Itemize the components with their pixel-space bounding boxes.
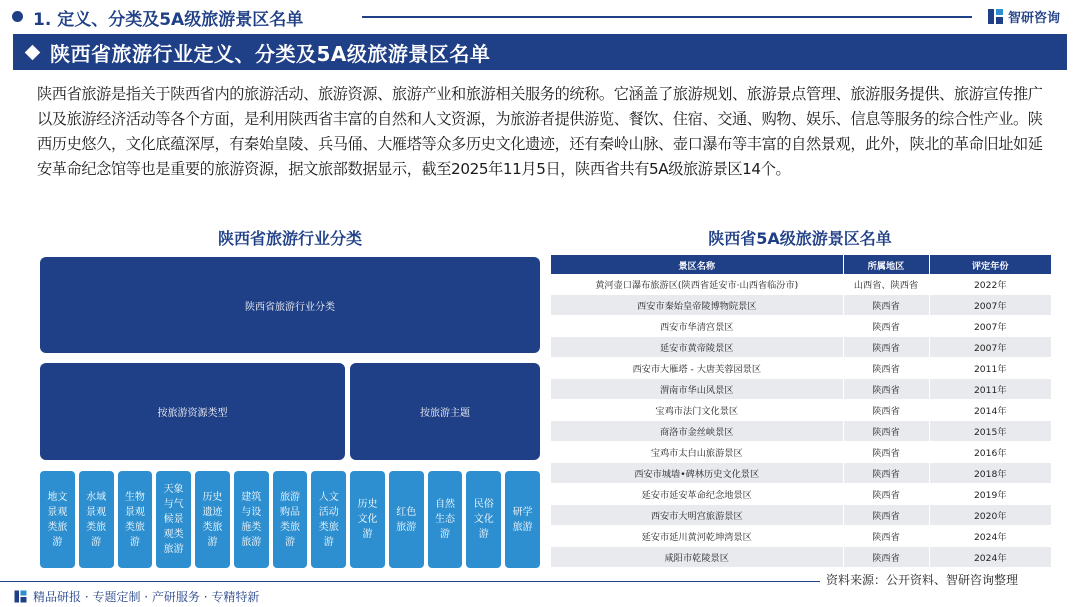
column-header-year: 评定年份 bbox=[929, 255, 1051, 274]
table-row bbox=[551, 274, 1051, 295]
scenic-region: 陕西省 bbox=[843, 547, 929, 568]
scenic-region: 山西省、陕西省 bbox=[843, 274, 929, 295]
table-row bbox=[551, 358, 1051, 379]
title-bar bbox=[13, 34, 1067, 70]
table-row bbox=[551, 400, 1051, 421]
leaf-cultural-activity-tourism: 人文活动类旅游 bbox=[311, 471, 346, 568]
scenic-year: 2007年 bbox=[929, 295, 1051, 316]
scenic-name: 渭南市华山风景区 bbox=[551, 379, 843, 400]
scenic-name: 延安市延川黄河乾坤湾景区 bbox=[551, 526, 843, 547]
leaf-shopping-tourism: 旅游购品类旅游 bbox=[273, 471, 308, 568]
category-theme: 按旅游主题 bbox=[350, 363, 540, 460]
scenic-year: 2015年 bbox=[929, 421, 1051, 442]
scenic-name: 咸阳市乾陵景区 bbox=[551, 547, 843, 568]
section-title: 1. 定义、分类及5A级旅游景区名单 bbox=[33, 10, 304, 30]
scenic-region: 陕西省 bbox=[843, 358, 929, 379]
intro-paragraph: 陕西省旅游是指关于陕西省内的旅游活动、旅游资源、旅游产业和旅游相关服务的统称。它涵盖了旅游规划、旅游景点管理、旅游服务提供、旅游宣传推广以及旅游经济活动等各个方面，是利用陕西省丰富的自然和人文资源，为旅游者提供游览、餐饮、住宿、交通、购物、娱乐、信息等服务的综合性产业。陕西历史悠久，文化底蕴深厚，有秦始皇陵、兵马俑、大雁塔等众多历史文化遗迹，还有秦岭山脉、壶口瀑布等丰富的自然景观，此外，陕北的革命旧址如延安革命纪念馆等也是重要的旅游资源，据文旅部数据显示，截至2025年11月5日，陕西省共有5A级旅游景区14个。 bbox=[37, 85, 1043, 178]
leaf-heritage-tourism: 历史遗迹类旅游 bbox=[195, 471, 230, 568]
scenic-year: 2014年 bbox=[929, 400, 1051, 421]
leaf-biological-tourism: 生物景观类旅游 bbox=[118, 471, 153, 568]
scenic-region: 陕西省 bbox=[843, 484, 929, 505]
scenic-year: 2019年 bbox=[929, 484, 1051, 505]
table-header-row bbox=[551, 255, 1051, 274]
classification-title: 陕西省旅游行业分类 bbox=[217, 229, 362, 248]
scenic-name: 西安市华清宫景区 bbox=[551, 316, 843, 337]
table-row bbox=[551, 484, 1051, 505]
scenic-region: 陕西省 bbox=[843, 526, 929, 547]
leaf-climate-tourism: 天象与气候景观类旅游 bbox=[156, 471, 191, 568]
scenic-name: 宝鸡市法门文化景区 bbox=[551, 400, 843, 421]
source-note: 资料来源：公开资料、智研咨询整理 bbox=[826, 573, 1019, 587]
bullet-icon bbox=[12, 11, 23, 22]
scenic-region: 陕西省 bbox=[843, 442, 929, 463]
scenic-name: 黄河壶口瀑布旅游区(陕西省延安市·山西省临汾市) bbox=[551, 274, 843, 295]
scenic-name: 商洛市金丝峡景区 bbox=[551, 421, 843, 442]
leaf-folk-culture-tour: 民俗文化游 bbox=[466, 471, 501, 568]
scenic-region: 陕西省 bbox=[843, 463, 929, 484]
page-title: 陕西省旅游行业定义、分类及5A级旅游景区名单 bbox=[50, 41, 491, 66]
leaf-eco-tour: 自然生态游 bbox=[428, 471, 463, 568]
table-row bbox=[551, 505, 1051, 526]
table-row bbox=[551, 442, 1051, 463]
table-row bbox=[551, 316, 1051, 337]
classification-root: 陕西省旅游行业分类 bbox=[40, 257, 540, 353]
scenic-name: 西安市大明宫旅游景区 bbox=[551, 505, 843, 526]
table-row bbox=[551, 526, 1051, 547]
scenic-year: 2022年 bbox=[929, 274, 1051, 295]
scenic-name: 西安市秦始皇帝陵博物院景区 bbox=[551, 295, 843, 316]
column-header-name: 景区名称 bbox=[551, 255, 843, 274]
table-row bbox=[551, 547, 1051, 568]
scenic-name: 西安市城墙•碑林历史文化景区 bbox=[551, 463, 843, 484]
category-resource-type: 按旅游资源类型 bbox=[40, 363, 345, 460]
classification-leaves bbox=[40, 471, 540, 568]
scenic-region: 陕西省 bbox=[843, 400, 929, 421]
table-row bbox=[551, 379, 1051, 400]
leaf-landform-tourism: 地文景观类旅游 bbox=[40, 471, 75, 568]
scenic-region: 陕西省 bbox=[843, 316, 929, 337]
scenic-region: 陕西省 bbox=[843, 337, 929, 358]
brand[interactable] bbox=[987, 7, 1060, 26]
footer bbox=[14, 588, 259, 605]
scenic-list-title: 陕西省5A级旅游景区名单 bbox=[708, 229, 892, 248]
scenic-name: 宝鸡市太白山旅游景区 bbox=[551, 442, 843, 463]
scenic-name: 延安市黄帝陵景区 bbox=[551, 337, 843, 358]
scenic-year: 2024年 bbox=[929, 547, 1051, 568]
scenic-year: 2020年 bbox=[929, 505, 1051, 526]
scenic-year: 2016年 bbox=[929, 442, 1051, 463]
scenic-region: 陕西省 bbox=[843, 421, 929, 442]
scenic-name: 西安市大雁塔 - 大唐芙蓉园景区 bbox=[551, 358, 843, 379]
scenic-year: 2007年 bbox=[929, 337, 1051, 358]
table-row bbox=[551, 295, 1051, 316]
brand-name: 智研咨询 bbox=[1008, 11, 1061, 26]
column-header-region: 所属地区 bbox=[843, 255, 929, 274]
scenic-name: 延安市延安革命纪念地景区 bbox=[551, 484, 843, 505]
scenic-year: 2018年 bbox=[929, 463, 1051, 484]
scenic-region: 陕西省 bbox=[843, 505, 929, 526]
table-row bbox=[551, 337, 1051, 358]
leaf-study-tourism: 研学旅游 bbox=[505, 471, 540, 568]
scenic-year: 2007年 bbox=[929, 316, 1051, 337]
table-row bbox=[551, 421, 1051, 442]
scenic-region: 陕西省 bbox=[843, 379, 929, 400]
leaf-water-tourism: 水域景观类旅游 bbox=[79, 471, 114, 568]
scenic-year: 2024年 bbox=[929, 526, 1051, 547]
footer-divider bbox=[0, 581, 820, 582]
header-divider bbox=[362, 16, 972, 18]
leaf-red-tourism: 红色旅游 bbox=[389, 471, 424, 568]
scenic-table bbox=[551, 255, 1051, 568]
leaf-history-culture-tour: 历史文化游 bbox=[350, 471, 385, 568]
section-header bbox=[0, 0, 1080, 34]
brand-logo-icon bbox=[987, 8, 1004, 25]
table-row bbox=[551, 463, 1051, 484]
scenic-year: 2011年 bbox=[929, 379, 1051, 400]
leaf-architecture-tourism: 建筑与设施类旅游 bbox=[234, 471, 269, 568]
diamond-icon bbox=[25, 44, 41, 60]
scenic-year: 2011年 bbox=[929, 358, 1051, 379]
footer-logo-icon bbox=[14, 590, 27, 603]
footer-tagline: 精品研报 · 专题定制 · 产研服务 · 专精特新 bbox=[33, 590, 260, 604]
scenic-region: 陕西省 bbox=[843, 295, 929, 316]
